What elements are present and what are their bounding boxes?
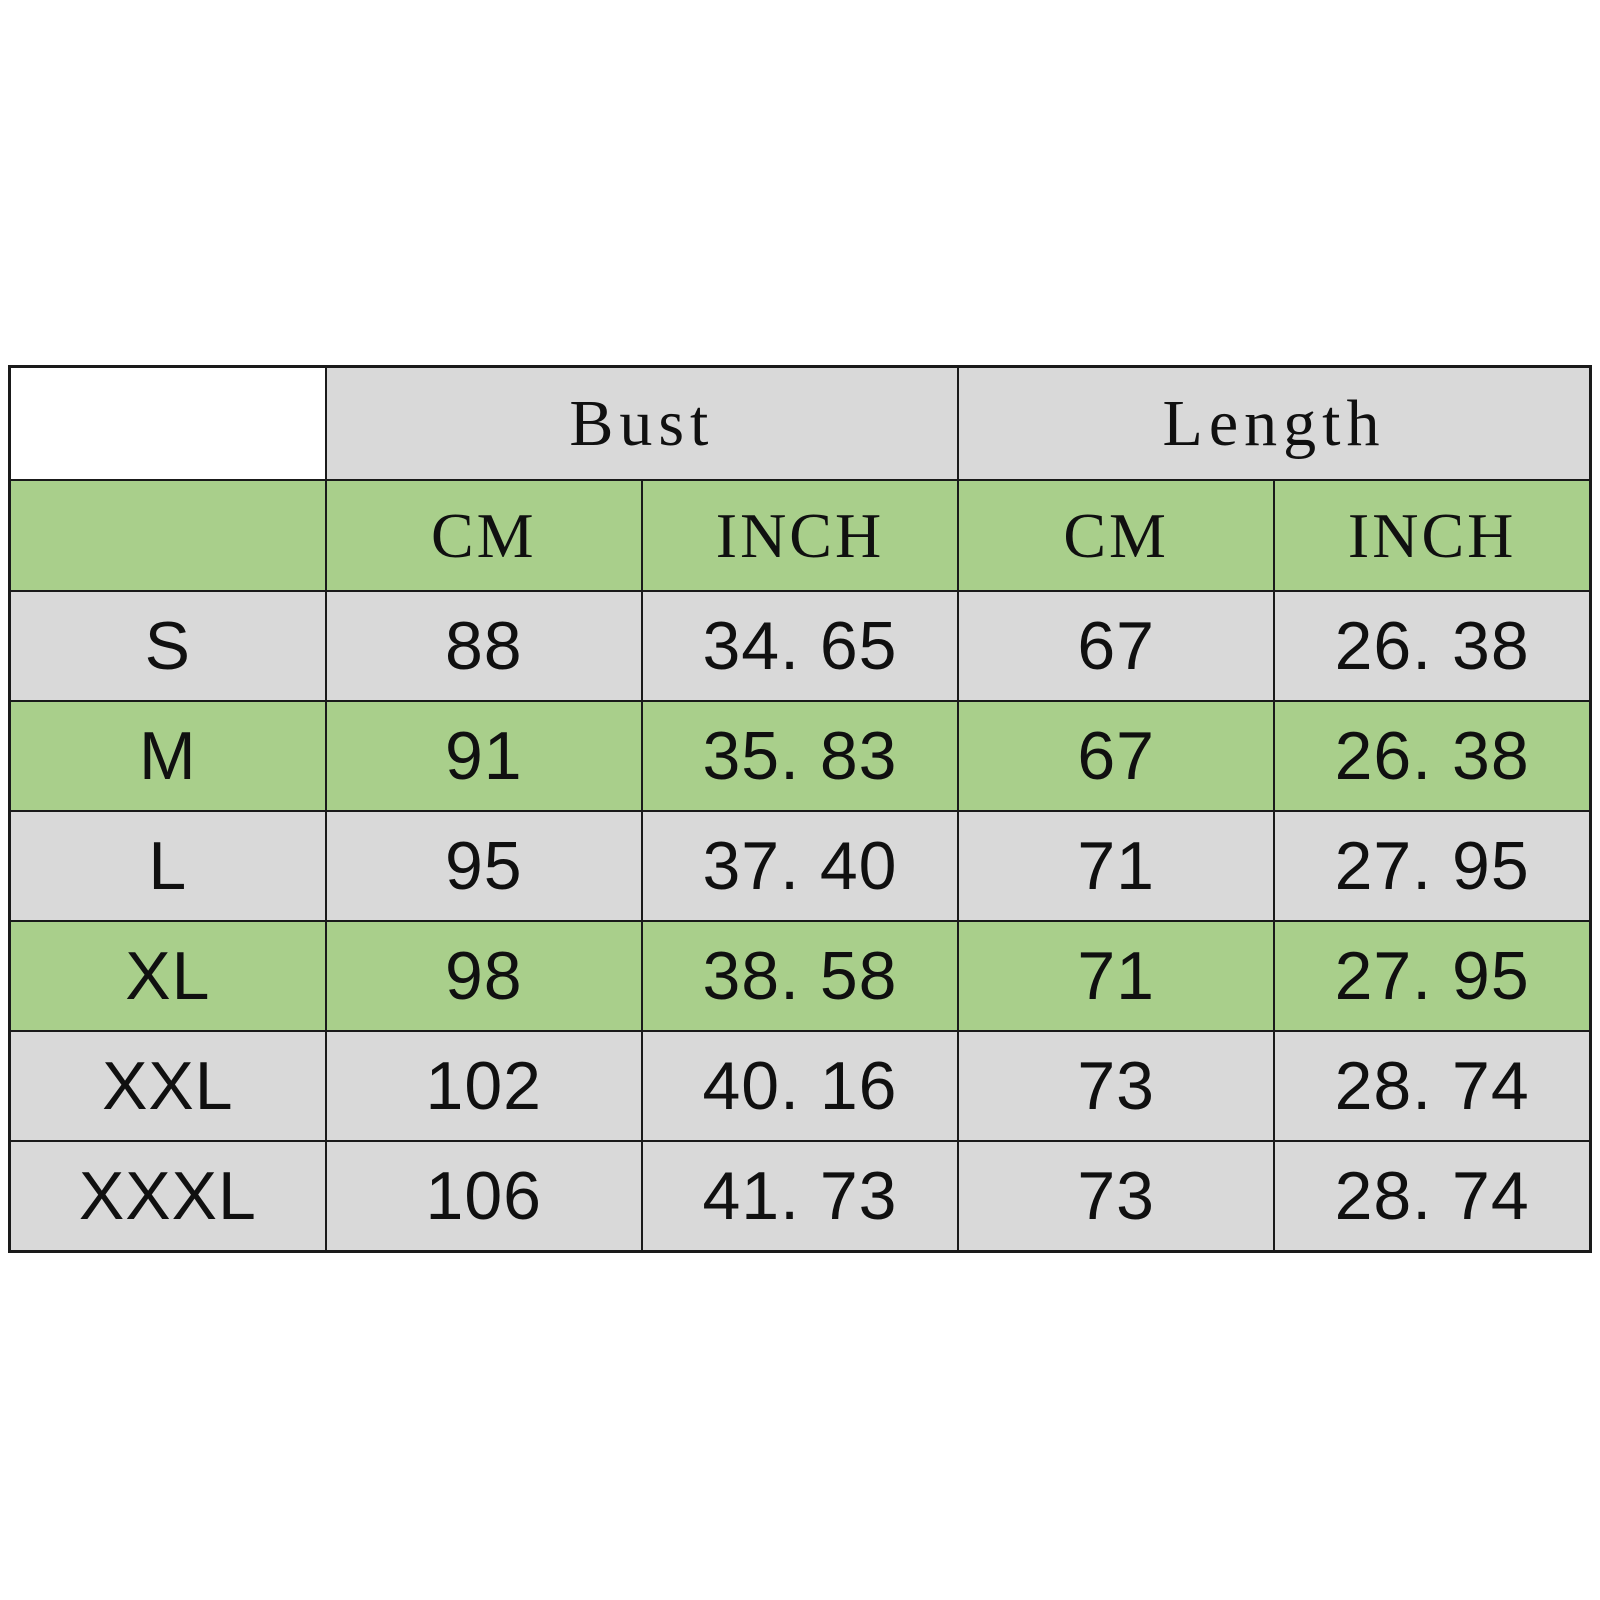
bust-inch-value: 34. 65 bbox=[642, 591, 958, 701]
table-row-s bbox=[10, 591, 1591, 701]
length-inch-value: 26. 38 bbox=[1274, 701, 1590, 811]
bust-inch-value: 37. 40 bbox=[642, 811, 958, 921]
bust-inch-header: INCH bbox=[642, 480, 958, 591]
table-row-xxl bbox=[10, 1031, 1591, 1141]
length-inch-value: 28. 74 bbox=[1274, 1141, 1590, 1252]
bust-cm-header: CM bbox=[326, 480, 642, 591]
bust-inch-value: 38. 58 bbox=[642, 921, 958, 1031]
units-header-row bbox=[10, 480, 1591, 591]
length-cm-value: 67 bbox=[958, 701, 1274, 811]
bust-cm-value: 102 bbox=[326, 1031, 642, 1141]
bust-inch-value: 41. 73 bbox=[642, 1141, 958, 1252]
bust-cm-value: 98 bbox=[326, 921, 642, 1031]
length-cm-value: 73 bbox=[958, 1031, 1274, 1141]
length-inch-value: 27. 95 bbox=[1274, 921, 1590, 1031]
length-cm-header: CM bbox=[958, 480, 1274, 591]
group-header-row bbox=[10, 367, 1591, 481]
bust-cm-value: 91 bbox=[326, 701, 642, 811]
table-row-l bbox=[10, 811, 1591, 921]
table-row-xxxl bbox=[10, 1141, 1591, 1252]
bust-cm-value: 95 bbox=[326, 811, 642, 921]
units-blank-cell bbox=[10, 480, 326, 591]
table-row-xl bbox=[10, 921, 1591, 1031]
length-inch-value: 27. 95 bbox=[1274, 811, 1590, 921]
bust-cm-value: 106 bbox=[326, 1141, 642, 1252]
size-label: XXXL bbox=[10, 1141, 326, 1252]
size-label: S bbox=[10, 591, 326, 701]
size-label: L bbox=[10, 811, 326, 921]
length-cm-value: 67 bbox=[958, 591, 1274, 701]
corner-blank-cell bbox=[10, 367, 326, 481]
length-inch-value: 28. 74 bbox=[1274, 1031, 1590, 1141]
length-cm-value: 71 bbox=[958, 811, 1274, 921]
size-label: XXL bbox=[10, 1031, 326, 1141]
size-label: M bbox=[10, 701, 326, 811]
size-chart-table bbox=[8, 365, 1592, 1253]
length-group-header: Length bbox=[958, 367, 1590, 481]
bust-group-header: Bust bbox=[326, 367, 958, 481]
length-inch-value: 26. 38 bbox=[1274, 591, 1590, 701]
bust-inch-value: 40. 16 bbox=[642, 1031, 958, 1141]
length-cm-value: 73 bbox=[958, 1141, 1274, 1252]
size-label: XL bbox=[10, 921, 326, 1031]
length-cm-value: 71 bbox=[958, 921, 1274, 1031]
bust-inch-value: 35. 83 bbox=[642, 701, 958, 811]
length-inch-header: INCH bbox=[1274, 480, 1590, 591]
table-row-m bbox=[10, 701, 1591, 811]
bust-cm-value: 88 bbox=[326, 591, 642, 701]
